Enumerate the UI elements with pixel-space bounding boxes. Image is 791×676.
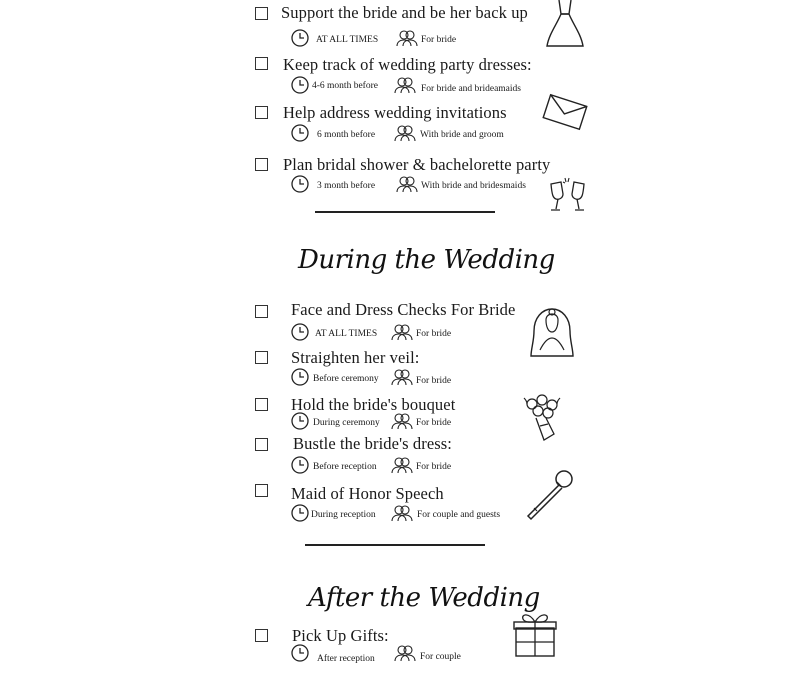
task-audience: With bride and bridesmaids (421, 181, 526, 191)
task-time: 4-6 month before (312, 81, 378, 91)
people-icon (394, 76, 416, 94)
section-heading: During the Wedding (298, 245, 555, 275)
bride-veil-icon (528, 306, 576, 358)
task-time: Before reception (313, 462, 377, 472)
checkbox[interactable] (255, 106, 268, 119)
task-audience: For bride (416, 329, 452, 339)
task-time: During ceremony (313, 418, 380, 428)
task-audience: For couple and guests (417, 510, 501, 520)
section-divider (315, 211, 495, 213)
checkbox[interactable] (255, 57, 268, 70)
microphone-icon (520, 468, 576, 524)
bouquet-icon (518, 392, 566, 444)
clock-icon (291, 76, 309, 94)
task-time: During reception (311, 510, 376, 520)
task-title: Straighten her veil: (291, 348, 420, 367)
task-title: Plan bridal shower & bachelorette party (283, 155, 551, 174)
dress-icon (545, 0, 585, 50)
people-icon (391, 504, 413, 522)
task-title: Support the bride and be her back up (281, 3, 528, 22)
people-icon (396, 29, 418, 47)
checkbox[interactable] (255, 438, 268, 451)
task-audience: For bride (416, 376, 452, 386)
task-time: Before ceremony (313, 374, 379, 384)
checkbox[interactable] (255, 7, 268, 20)
checkbox[interactable] (255, 351, 268, 364)
people-icon (391, 456, 413, 474)
people-icon (394, 644, 416, 662)
checklist-item (0, 55, 791, 105)
clock-icon (291, 456, 309, 474)
people-icon (391, 412, 413, 430)
task-audience: For bride and brideamaids (421, 84, 521, 94)
clock-icon (291, 124, 309, 142)
task-audience: With bride and groom (420, 130, 504, 140)
checkbox[interactable] (255, 398, 268, 411)
section-heading: After the Wedding (308, 583, 540, 613)
task-title: Bustle the bride's dress: (293, 434, 452, 453)
people-icon (396, 175, 418, 193)
clock-icon (291, 368, 309, 386)
clock-icon (291, 412, 309, 430)
checklist-item (0, 434, 791, 484)
clock-icon (291, 175, 309, 193)
task-title: Keep track of wedding party dresses: (283, 55, 532, 74)
task-time: 3 month before (317, 181, 376, 191)
task-time: After reception (317, 654, 375, 664)
checklist-item (0, 348, 791, 398)
task-title: Hold the bride's bouquet (291, 395, 456, 414)
clock-icon (291, 323, 309, 341)
task-time: AT ALL TIMES (316, 35, 379, 45)
envelope-icon (540, 92, 590, 132)
checkbox[interactable] (255, 305, 268, 318)
clock-icon (291, 644, 309, 662)
checklist-item (0, 103, 791, 153)
task-title: Maid of Honor Speech (291, 484, 444, 503)
checklist-item (0, 626, 791, 676)
checklist-item (0, 155, 791, 205)
task-audience: For couple (420, 652, 461, 662)
checklist-item (0, 4, 791, 54)
people-icon (391, 368, 413, 386)
checkbox[interactable] (255, 629, 268, 642)
people-icon (391, 323, 413, 341)
champagne-toast-icon (545, 176, 590, 214)
checkbox[interactable] (255, 158, 268, 171)
task-title: Face and Dress Checks For Bride (291, 300, 516, 319)
clock-icon (291, 504, 309, 522)
task-time: 6 month before (317, 130, 376, 140)
checklist-item (0, 484, 791, 534)
clock-icon (291, 29, 309, 47)
gift-icon (512, 608, 558, 658)
task-title: Help address wedding invitations (283, 103, 507, 122)
checkbox[interactable] (255, 484, 268, 497)
task-audience: For bride (421, 35, 457, 45)
checklist-item (0, 300, 791, 350)
task-title: Pick Up Gifts: (292, 626, 389, 645)
people-icon (394, 124, 416, 142)
task-audience: For bride (416, 418, 452, 428)
section-divider (305, 544, 485, 546)
task-audience: For bride (416, 462, 452, 472)
task-time: AT ALL TIMES (315, 329, 378, 339)
